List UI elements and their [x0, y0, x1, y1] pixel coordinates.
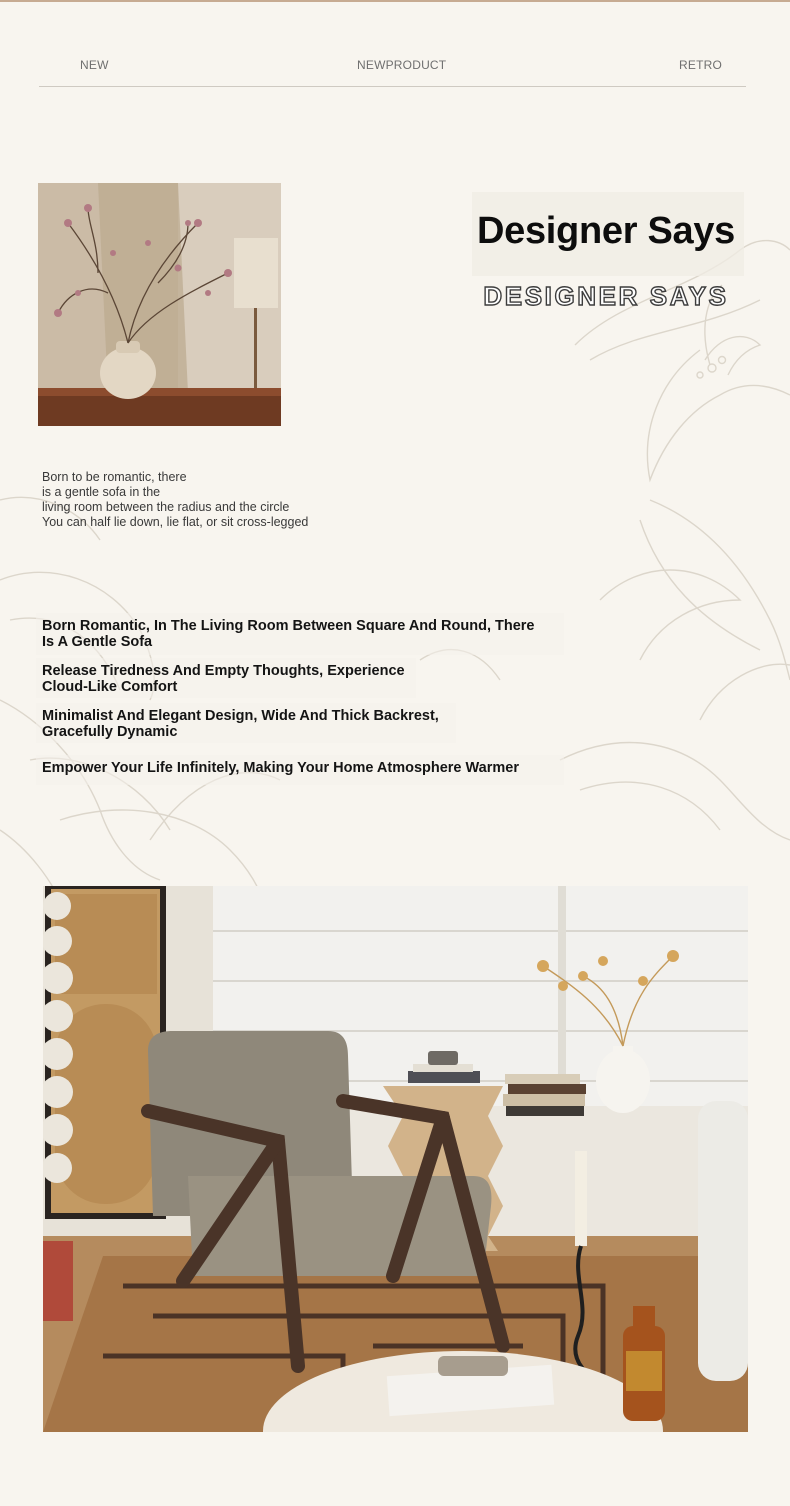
feature-line: Empower Your Life Infinitely, Making Your Home Atmosphere Warmer: [42, 760, 519, 776]
vase-photo: [38, 183, 281, 426]
intro-line: living room between the radius and the circle: [42, 500, 290, 514]
feature-statement-1: [42, 618, 535, 650]
nav-item-new[interactable]: NEW: [80, 58, 109, 72]
intro-line: Born to be romantic, there: [42, 470, 187, 484]
feature-line: Cloud-Like Comfort: [42, 679, 178, 695]
page-title: Designer Says: [476, 210, 736, 252]
top-nav: [39, 58, 746, 87]
page-subtitle-outline: DESIGNER SAYS: [483, 281, 729, 311]
feature-line: Gracefully Dynamic: [42, 724, 178, 740]
intro-line: is a gentle sofa in the: [42, 485, 161, 499]
feature-statement-3: [42, 708, 439, 740]
feature-line: Release Tiredness And Empty Thoughts, Experience: [42, 663, 405, 679]
intro-line: You can half lie down, lie flat, or sit cross-legged: [42, 515, 309, 529]
feature-line: Minimalist And Elegant Design, Wide And Thick Backrest,: [42, 708, 439, 724]
nav-item-retro[interactable]: RETRO: [679, 58, 722, 72]
feature-line: Is A Gentle Sofa: [42, 634, 153, 650]
feature-line: Born Romantic, In The Living Room Between Square And Round, There: [42, 618, 535, 634]
intro-paragraph: [42, 470, 308, 530]
feature-statement-2: [42, 663, 405, 695]
armchair-living-room-photo: [43, 886, 748, 1432]
feature-statement-4: [42, 760, 519, 776]
nav-item-newproduct[interactable]: NEWPRODUCT: [357, 58, 447, 72]
